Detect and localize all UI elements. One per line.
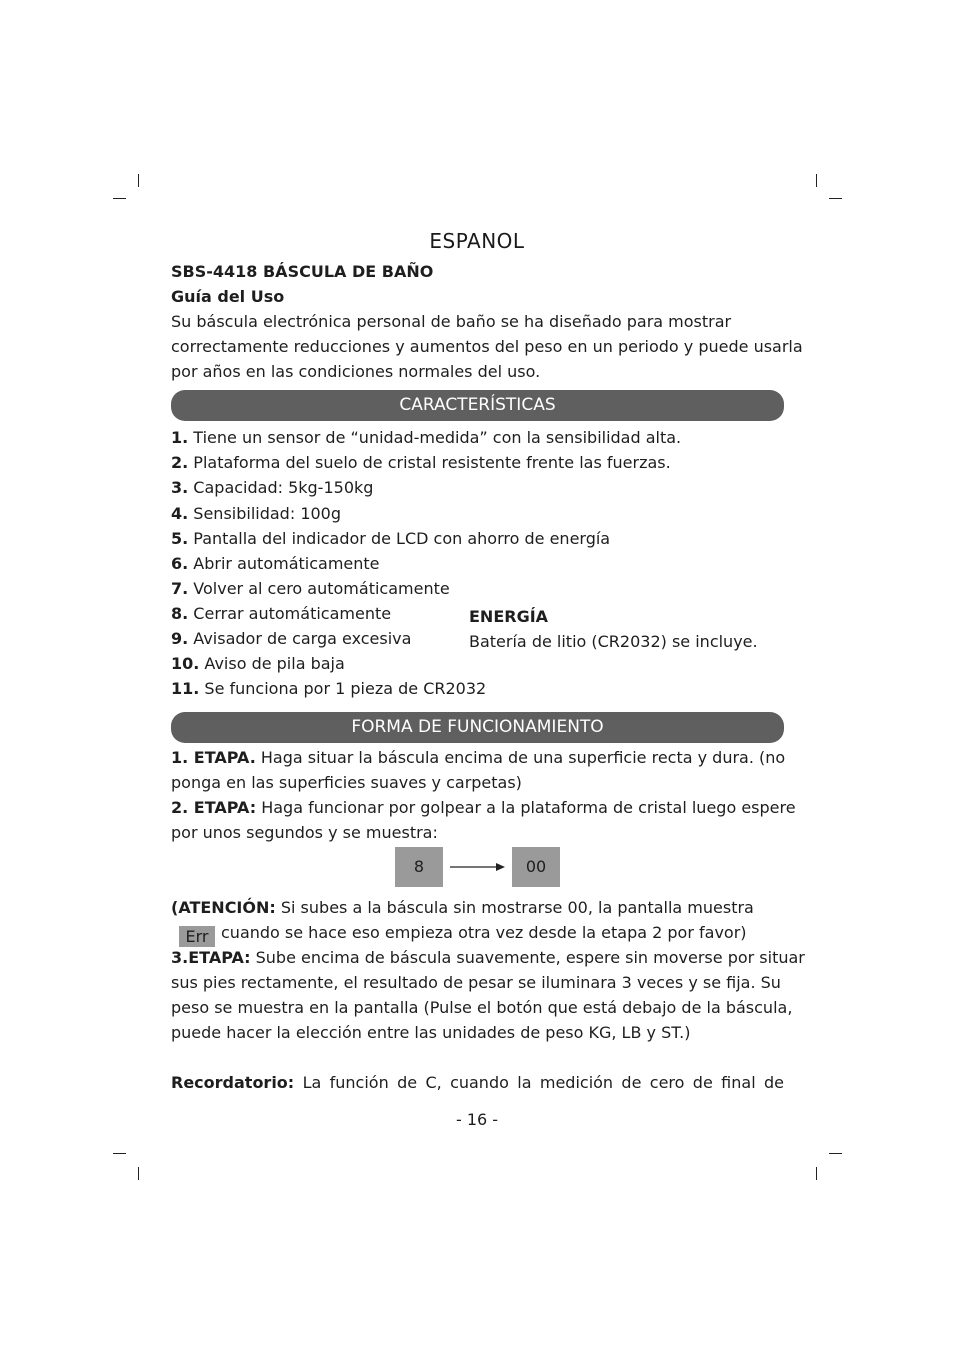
feature-text: Aviso de pila baja — [199, 654, 345, 673]
step3-label: 3.ETAPA: — [171, 948, 251, 967]
reminder-line — [171, 1073, 784, 1093]
feature-number: 5. — [171, 529, 189, 548]
reminder-text: La función de C, cuando la medición de cero de final de — [294, 1073, 784, 1092]
step2-text: Haga funcionar por golpear a la plataforma de cristal luego espere — [256, 798, 796, 817]
feature-item — [171, 428, 681, 448]
feature-number: 11. — [171, 679, 200, 698]
crop-mark — [113, 1153, 126, 1154]
feature-number: 4. — [171, 504, 189, 523]
feature-number: 3. — [171, 478, 189, 497]
attention-text: Si subes a la báscula sin mostrarse 00, la pantalla muestra — [275, 898, 754, 917]
feature-item — [171, 579, 450, 599]
crop-mark — [113, 198, 126, 199]
feature-text: Capacidad: 5kg-150kg — [188, 478, 374, 497]
intro-line: por años en las condiciones normales del uso. — [171, 362, 541, 381]
attention-line: cuando se hace eso empieza otra vez desde la etapa 2 por favor) — [221, 923, 747, 942]
crop-mark — [829, 198, 842, 199]
feature-number: 9. — [171, 629, 189, 648]
step3-line — [171, 948, 805, 968]
feature-item — [171, 604, 391, 624]
guide-subtitle: Guía del Uso — [171, 287, 285, 306]
feature-number: 7. — [171, 579, 189, 598]
page-number: - 16 - — [455, 1110, 499, 1129]
feature-item — [171, 504, 341, 524]
step2-label: 2. ETAPA: — [171, 798, 257, 817]
crop-mark — [816, 174, 817, 187]
feature-text: Volver al cero automáticamente — [188, 579, 450, 598]
feature-text: Abrir automáticamente — [188, 554, 380, 573]
feature-text: Se funciona por 1 pieza de CR2032 — [199, 679, 487, 698]
feature-text: Pantalla del indicador de LCD con ahorro de energía — [188, 529, 611, 548]
crop-mark — [816, 1167, 817, 1180]
step1-line: ponga en las superficies suaves y carpetas) — [171, 773, 522, 792]
intro-line: correctamente reducciones y aumentos del peso en un periodo y puede usarla — [171, 337, 803, 356]
energy-text: Batería de litio (CR2032) se incluye. — [469, 632, 758, 651]
step1-label: 1. ETAPA. — [171, 748, 256, 767]
attention-label: (ATENCIÓN: — [171, 898, 276, 917]
attention-line — [171, 898, 754, 918]
feature-item — [171, 478, 373, 498]
intro-line: Su báscula electrónica personal de baño se ha diseñado para mostrar — [171, 312, 732, 331]
feature-item — [171, 654, 345, 674]
feature-item — [171, 529, 610, 549]
step1-text: Haga situar la báscula encima de una superficie recta y dura. (no — [255, 748, 786, 767]
step3-line: peso se muestra en la pantalla (Pulse el botón que está debajo de la báscula, — [171, 998, 793, 1017]
feature-number: 6. — [171, 554, 189, 573]
step2-line — [171, 798, 796, 818]
crop-mark — [829, 1153, 842, 1154]
feature-number: 10. — [171, 654, 200, 673]
step3-text: Sube encima de báscula suavemente, espere sin moverse por situar — [250, 948, 805, 967]
arrow-right-icon — [448, 860, 508, 874]
feature-number: 2. — [171, 453, 189, 472]
crop-mark — [138, 1167, 139, 1180]
feature-number: 1. — [171, 428, 189, 447]
feature-text: Tiene un sensor de “unidad-medida” con la sensibilidad alta. — [188, 428, 682, 447]
language-heading: ESPANOL — [429, 229, 525, 253]
feature-item — [171, 554, 380, 574]
step3-line: sus pies rectamente, el resultado de pesar se iluminara 3 veces y se fija. Su — [171, 973, 781, 992]
feature-text: Sensibilidad: 100g — [188, 504, 342, 523]
reminder-label: Recordatorio: — [171, 1073, 295, 1092]
features-heading: CARACTERÍSTICAS — [171, 390, 784, 421]
step1-line — [171, 748, 785, 768]
display-initial: 8 — [395, 847, 443, 887]
display-err: Err — [179, 926, 215, 947]
feature-item — [171, 453, 671, 473]
feature-item — [171, 679, 486, 699]
step2-line: por unos segundos y se muestra: — [171, 823, 438, 842]
energy-heading: ENERGÍA — [469, 607, 549, 626]
feature-number: 8. — [171, 604, 189, 623]
crop-mark — [138, 174, 139, 187]
feature-text: Plataforma del suelo de cristal resistente frente las fuerzas. — [188, 453, 671, 472]
feature-text: Avisador de carga excesiva — [188, 629, 412, 648]
feature-text: Cerrar automáticamente — [188, 604, 392, 623]
feature-item — [171, 629, 411, 649]
display-zero: 00 — [512, 847, 560, 887]
product-title: SBS-4418 BÁSCULA DE BAÑO — [171, 262, 434, 281]
step3-line: puede hacer la elección entre las unidades de peso KG, LB y ST.) — [171, 1023, 691, 1042]
operation-heading: FORMA DE FUNCIONAMIENTO — [171, 712, 784, 743]
